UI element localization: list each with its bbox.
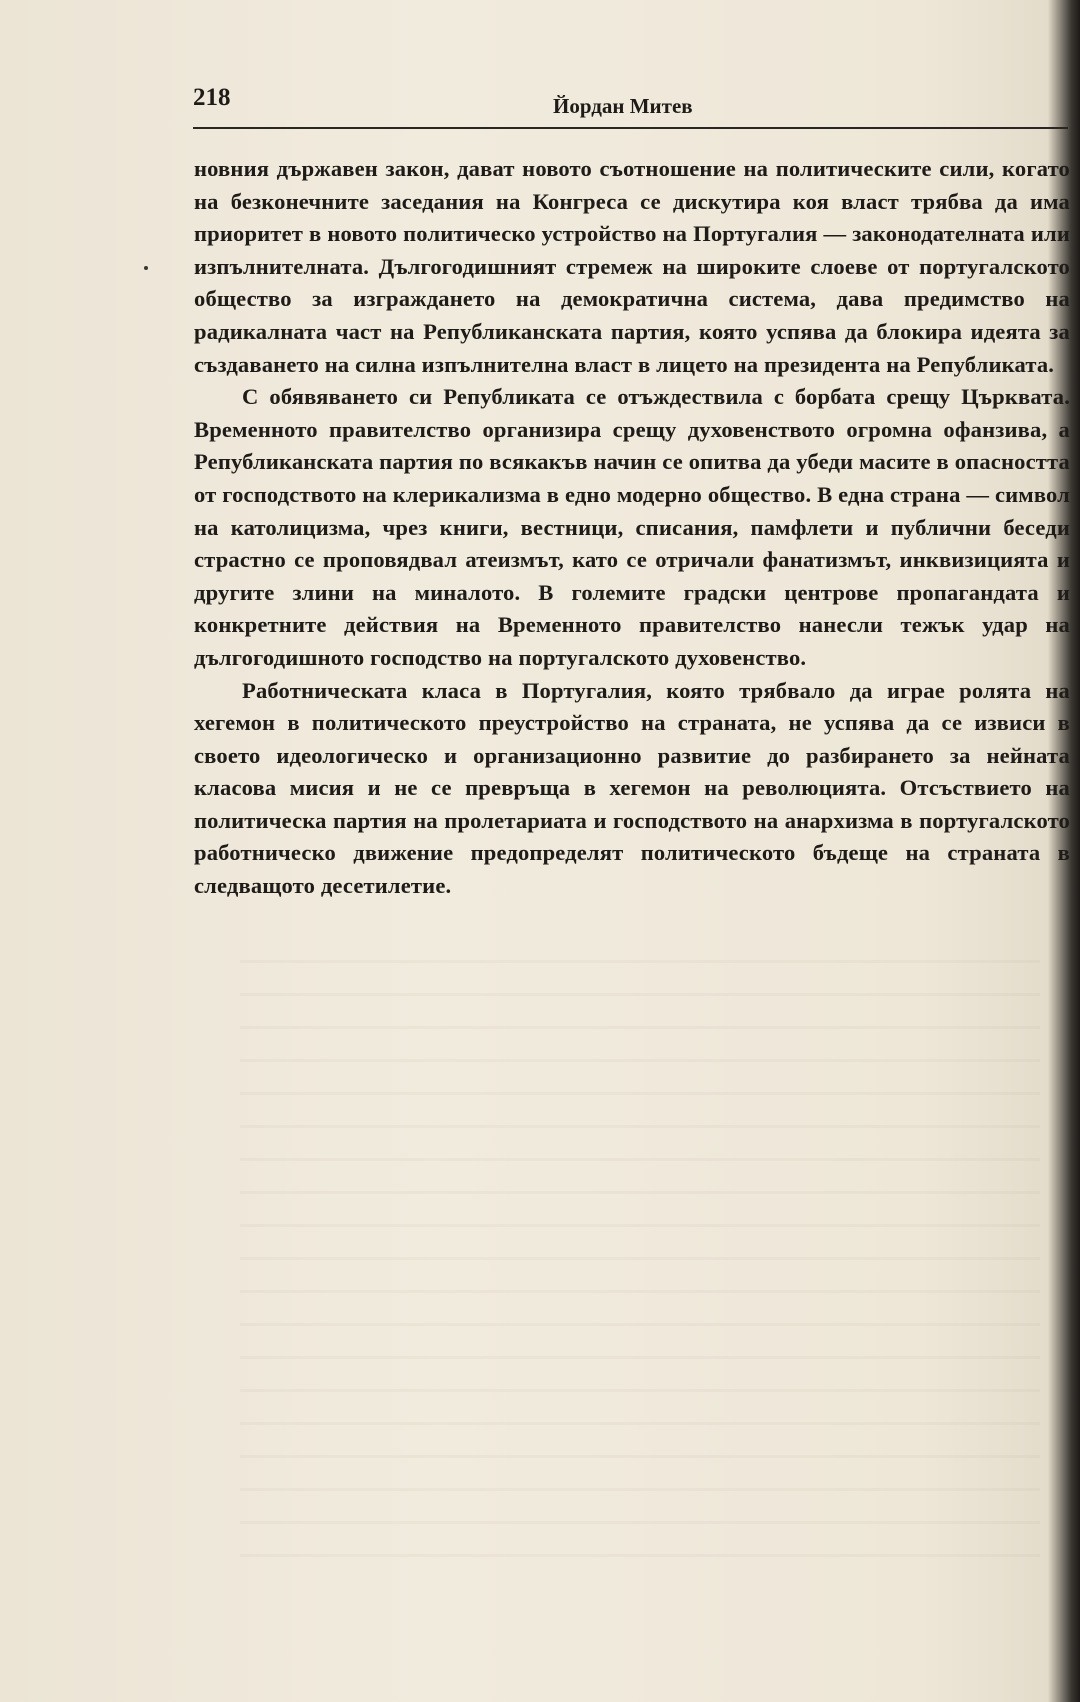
paragraph: новния държавен закон, дават новото съотношение на политическите сили, когато на безконечните заседания на Конгреса се дискутира коя власт трябва да има приоритет в новото политическо устройство на Португалия — законодателната или изпълнителната. Дългогодишният стремеж на широките слоеве от португалското общество за изграждането на демократична система, дава предимство на радикалната част на Републиканската партия, която успява да блокира идеята за създаването на силна изпълнителна власт в лицето на президента на Републиката.	[194, 156, 1070, 377]
page-number: 218	[193, 84, 231, 111]
paragraph: Работническата класа в Португалия, която трябвало да играе ролята на хегемон в политическото преустройство на страната, не успява да се извиси в своето идеологическо и организационно развитие до разбирането за нейната класова мисия и не се превръща в хегемон на революцията. Отсъствието на политическа партия на пролетариата и господството на анархизма в португалското работническо движение предопределят политическото бъдеще на страната в следващото десетилетие.	[194, 677, 1070, 899]
running-head: Йордан Митев	[553, 94, 693, 118]
paragraph: С обявяването си Републиката се отъждествила с борбата срещу Църквата. Временното правителство организира срещу духовенството огромна офанзива, а Републиканската партия по всякакъв начин се опитва да убеди масите в опасността от господството на клерикализма в едно модерно общество. В една страна — символ на католицизма, чрез книги, вестници, списания, памфлети и публични беседи страстно се проповядвал атеизмът, като се отричали фанатизмът, инквизицията и другите злини на миналото. В големите градски центрове пропагандата и конкретните действия на Временното правителство нанесли тежък удар на дългогодишното господство на португалското духовенство.	[194, 384, 1070, 670]
header-rule	[193, 127, 1068, 129]
show-through-text	[240, 960, 1040, 1580]
margin-mark	[144, 266, 148, 270]
body-text	[194, 153, 1070, 903]
page-header	[193, 80, 1063, 130]
